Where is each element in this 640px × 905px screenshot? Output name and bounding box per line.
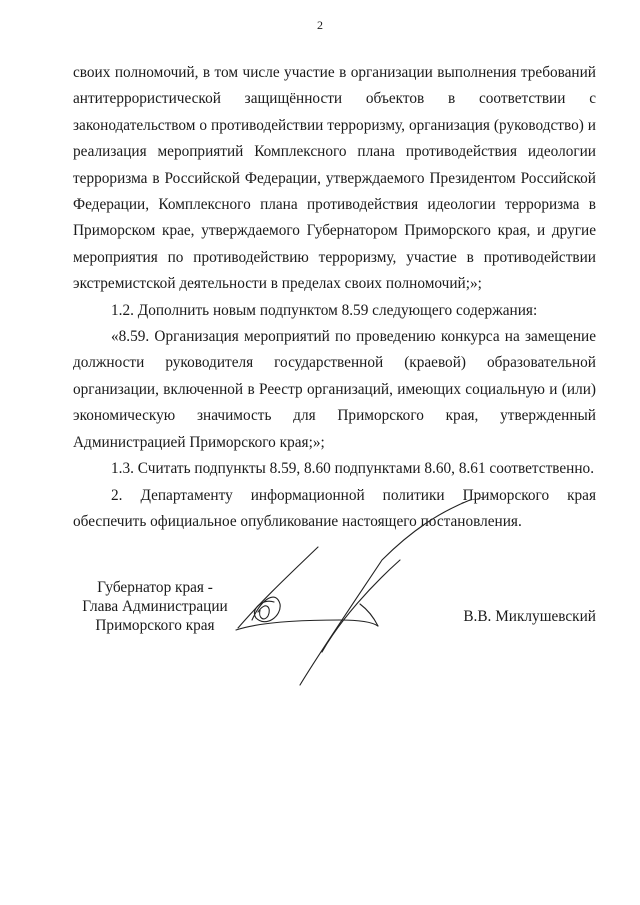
- paragraph-1-3: 1.3. Считать подпункты 8.59, 8.60 подпунктами 8.60, 8.61 соответственно.: [111, 460, 595, 478]
- position-line: Глава Администрации: [82, 598, 228, 615]
- paragraph-continuation: своих полномочий, в том числе участие в организации выполнения требований антитеррористической защищённости объектов в соответствии с законодательством о противодействии терроризму, организация (руководство) и реализация мероприятий Комплексного плана противодействия идеологии терроризма в Российской Федерации, утверждаемого Президентом Российской Федерации, Комплексного плана противодействия идеологии терроризма в Приморском крае, утверждаемого Губернатором Приморского края, и другие мероприятия по противодействию терроризму, участие в противодействии экстремистской деятельности в пределах своих полномочий;»;: [73, 64, 596, 293]
- position-line: Губернатор края -: [97, 579, 213, 596]
- paragraph-2: 2. Департаменту информационной политики Приморского края обеспечить официальное опубликование настоящего постановления.: [73, 486, 596, 530]
- position-line: Приморского края: [95, 617, 215, 634]
- paragraph-8-59: «8.59. Организация мероприятий по проведению конкурса на замещение должности руководителя государственной (краевой) образовательной организации, включенной в Реестр организаций, имеющих социальную и (или) экономическую значимость для Приморского края, утвержденный Администрацией Приморского края;»;: [73, 328, 596, 451]
- signatory-position: [72, 578, 238, 635]
- page-number: 2: [317, 18, 323, 32]
- signatory-name: В.В. Миклушевский: [463, 608, 596, 625]
- paragraph-1-2: 1.2. Дополнить новым подпунктом 8.59 следующего содержания:: [111, 301, 538, 319]
- document-body: [73, 60, 596, 535]
